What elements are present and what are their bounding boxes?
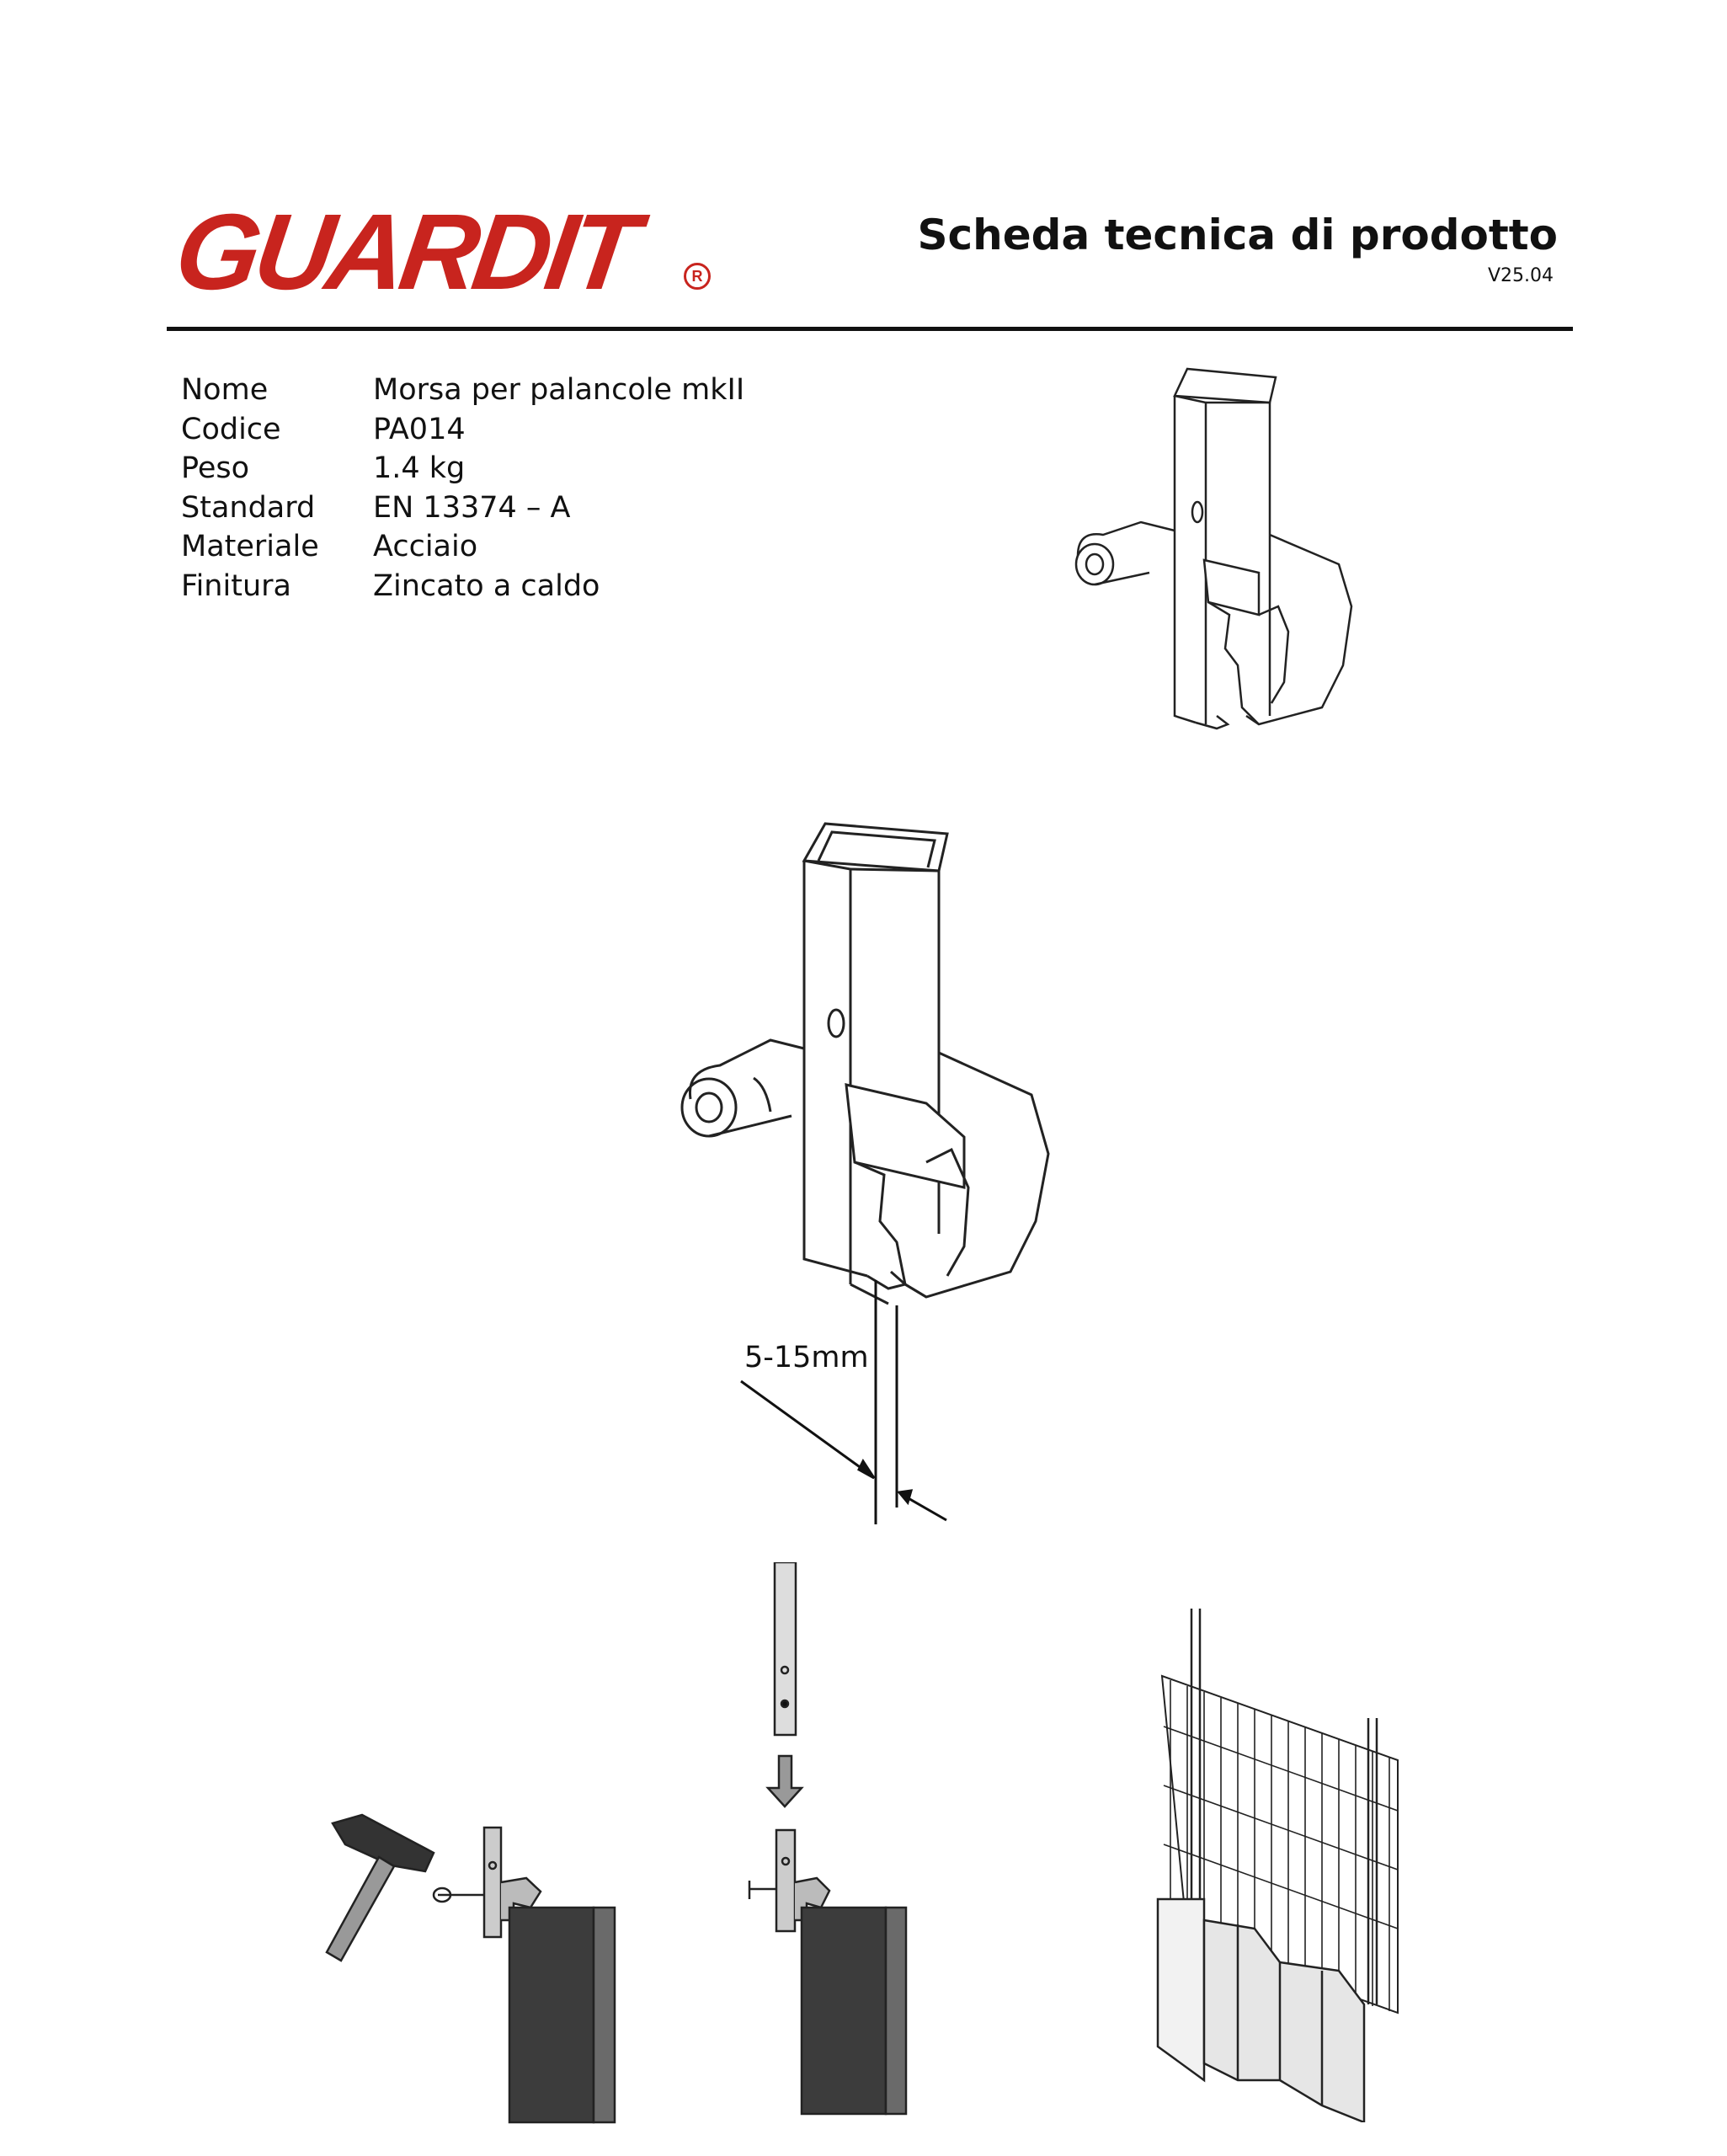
spec-value: PA014 — [373, 412, 466, 446]
spec-value: 1.4 kg — [373, 451, 466, 486]
assembled-fence-on-sheet-pile — [1154, 1609, 1423, 2122]
registered-mark: R — [684, 263, 711, 290]
dimension-lines — [733, 1280, 960, 1533]
page-title: Scheda tecnica di prodotto — [917, 211, 1558, 259]
spec-row-codice — [181, 410, 744, 450]
clamp-isometric-large — [674, 817, 1078, 1331]
spec-value: Zincato a caldo — [373, 568, 600, 603]
header-divider — [167, 327, 1573, 331]
spec-row-materiale — [181, 527, 744, 567]
spec-row-peso — [181, 449, 744, 488]
spec-value: Acciaio — [373, 530, 478, 564]
spec-label: Materiale — [181, 530, 319, 564]
spec-value: EN 13374 – A — [373, 490, 571, 525]
version-label: V25.04 — [1487, 265, 1554, 286]
spec-label: Peso — [181, 451, 250, 486]
spec-row-finitura — [181, 567, 744, 606]
install-step-hammer — [320, 1811, 632, 2131]
spec-table — [181, 371, 744, 606]
guardit-logo: GUARDIT — [168, 192, 642, 312]
spec-row-nome — [181, 371, 744, 410]
spec-value: Morsa per palancole mkII — [373, 373, 745, 407]
spec-label: Standard — [181, 490, 316, 525]
spec-row-standard — [181, 488, 744, 528]
spec-label: Nome — [181, 373, 269, 407]
spec-label: Finitura — [181, 568, 291, 603]
spec-label: Codice — [181, 412, 281, 446]
install-step-insert-post — [733, 1562, 918, 2118]
dimension-label: 5-15mm — [744, 1341, 869, 1374]
clamp-isometric-small — [1069, 362, 1364, 750]
